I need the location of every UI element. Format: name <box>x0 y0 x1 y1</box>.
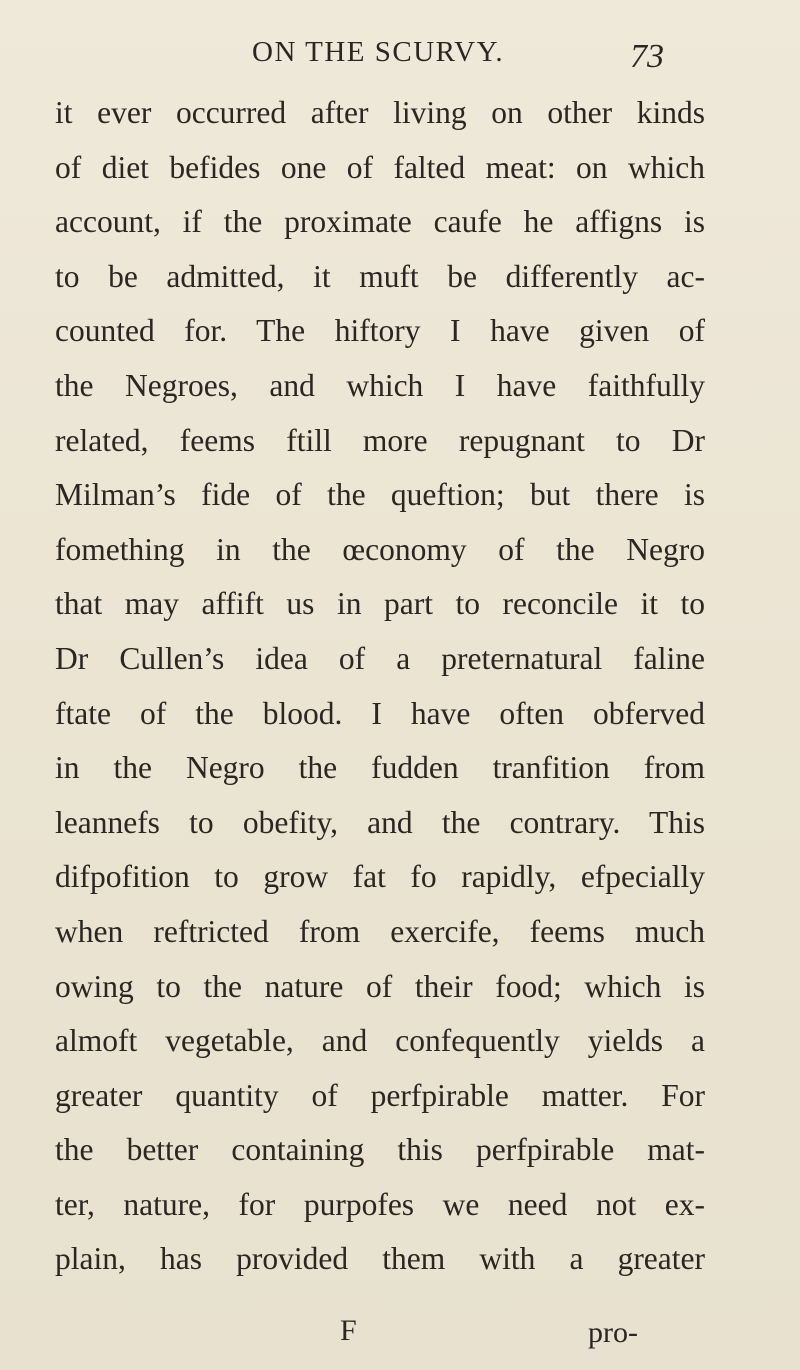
text-line: greater quantity of perfpirable matter. For <box>55 1077 705 1113</box>
text-line: ter, nature, for purpofes we need not ex- <box>55 1186 705 1222</box>
text-line: Dr Cullen’s idea of a preternatural faline <box>55 640 705 676</box>
text-line: Milman’s fide of the queftion; but there is <box>55 477 705 513</box>
text-line: in the Negro the fudden tranfition from <box>55 750 705 786</box>
catchword: pro- <box>588 1316 638 1349</box>
text-line: to be admitted, it muft be differently ac- <box>55 258 705 294</box>
text-line: ftate of the blood. I have often obferved <box>55 695 705 731</box>
page-header <box>0 36 800 76</box>
text-line: that may affift us in part to reconcile it to <box>55 586 705 622</box>
signature-mark: F <box>340 1314 357 1347</box>
text-line: the Negroes, and which I have faithfully <box>55 367 705 403</box>
running-head: ON THE SCURVY. <box>252 36 505 68</box>
text-line: owing to the nature of their food; which is <box>55 968 705 1004</box>
text-line: account, if the proximate caufe he affigns is <box>55 204 705 240</box>
text-line: of diet befides one of falted meat: on which <box>55 149 705 185</box>
text-line: almoft vegetable, and confequently yields a <box>55 1023 705 1059</box>
text-line: related, feems ftill more repugnant to Dr <box>55 422 705 458</box>
text-line: the better containing this perfpirable mat- <box>55 1132 705 1168</box>
text-line: when reftricted from exercife, feems much <box>55 913 705 949</box>
text-line: leannefs to obefity, and the contrary. This <box>55 804 705 840</box>
text-line: counted for. The hiftory I have given of <box>55 313 705 349</box>
text-line: difpofition to grow fat fo rapidly, efpecially <box>55 859 705 895</box>
body-text <box>55 86 705 1287</box>
text-line: it ever occurred after living on other kinds <box>55 95 705 130</box>
text-line: fomething in the œconomy of the Negro <box>55 531 705 567</box>
page-number: 73 <box>630 38 664 75</box>
text-line: plain, has provided them with a greater <box>55 1241 705 1277</box>
page-footer <box>0 1314 800 1354</box>
